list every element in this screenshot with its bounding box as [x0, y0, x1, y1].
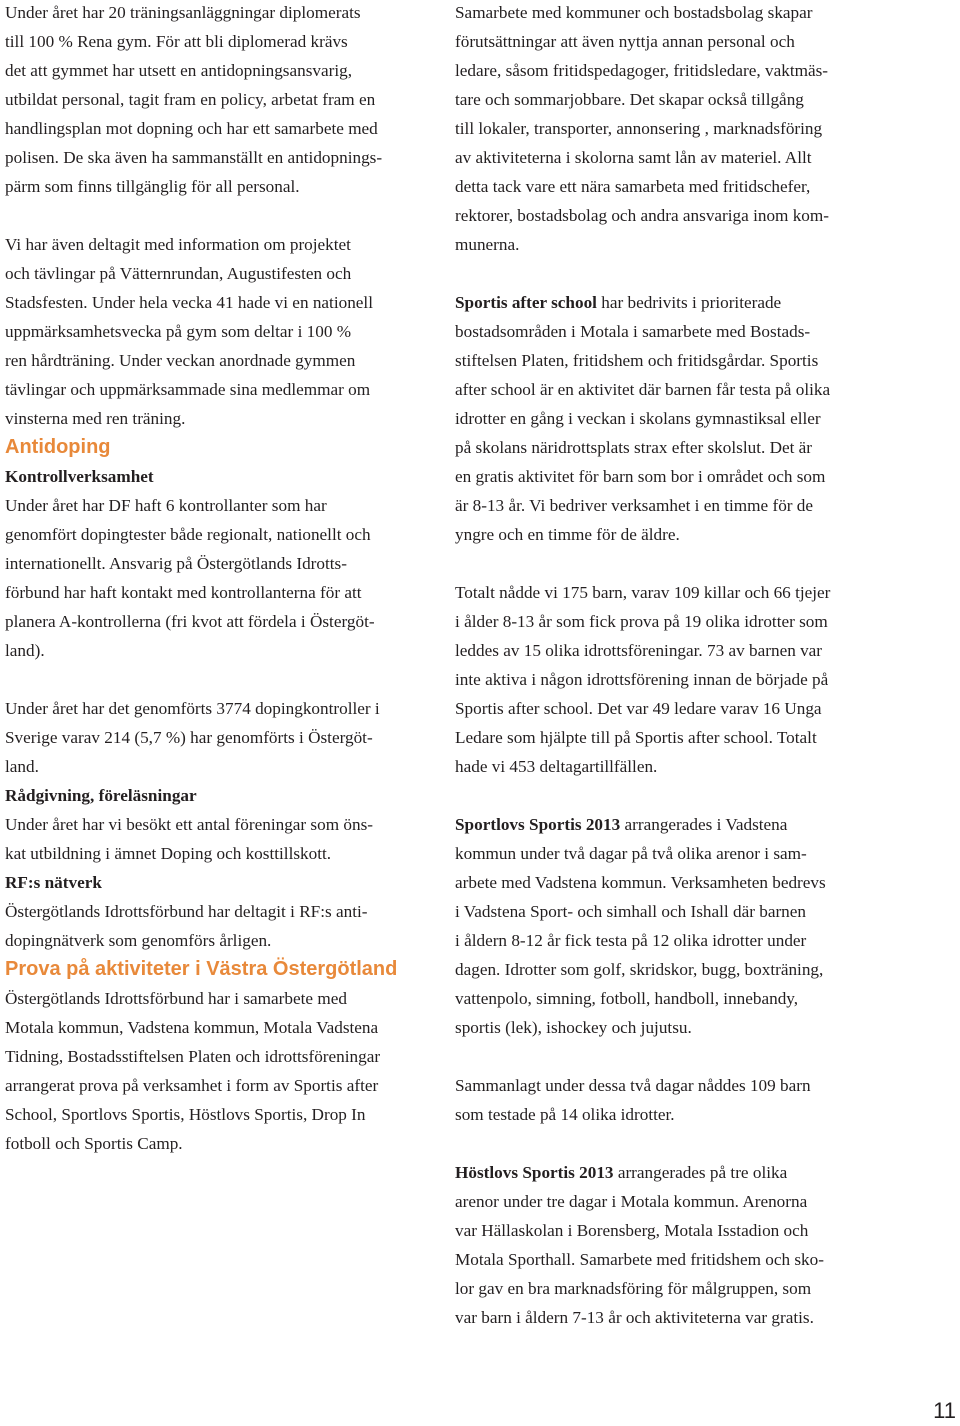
sportlovs-label: Sportlovs Sportis 2013: [455, 815, 621, 834]
sportis-after-school-text: har bedrivits i prioriterade bostadsområden i Motala i samarbete med Bostads- stiftelsen Platen, fritidshem och fritidsgårdar. Sportis after school är en aktivitet där barnen får testa på olika idrotter en gång i veckan i skolans gymnastiksal eller på skolans näridrottsplats strax efter skolslut. Det är en gratis aktivitet för barn som bor i området och som är 8-13 år. Vi bedriver verksamhet i en timme för de yngre och en timme för de äldre.: [455, 293, 831, 544]
rf-natverk-heading: RF:s nätverk: [5, 873, 102, 892]
left-column: [5, 0, 433, 1158]
hostlovs-text: arrangerades på tre olika arenor under tre dagar i Motala kommun. Arenorna var Hällaskolan i Borensberg, Motala Isstadion och Motala Sporthall. Samarbete med fritidshem och sko- lor gav en bra marknadsföring för målgruppen, som var barn i åldern 7-13 år och aktiviteterna var gratis.: [455, 1163, 824, 1327]
prova-pa-heading: Prova på aktiviteter i Västra Östergötland: [5, 958, 398, 980]
radgivning-heading: Rådgivning, föreläsningar: [5, 786, 197, 805]
antidoping-heading: Antidoping: [5, 436, 111, 458]
radgivning-paragraph: Under året har vi besökt ett antal föreningar som öns- kat utbildning i ämnet Doping och kosttillskott.: [5, 815, 373, 863]
samarbete-paragraph: Samarbete med kommuner och bostadsbolag skapar förutsättningar att även nyttja annan personal och ledare, såsom fritidspedagoger, fritidsledare, vaktmäs- tare och sommarjobbare. Det skapar också tillgång till lokaler, transporter, annonsering , marknadsföring av aktiviteterna i skolorna samt lån av materiel. Allt detta tack vare ett nära samarbeta med fritidschefer, rektorer, bostadsbolag och andra ansvariga inom kom- munerna.: [455, 3, 829, 254]
hostlovs-paragraph: [455, 1158, 895, 1332]
sportlovs-paragraph: [455, 810, 895, 1042]
information-paragraph: Vi har även deltagit med information om projektet och tävlingar på Vätternrundan, Augustifesten och Stadsfesten. Under hela vecka 41 hade vi en nationell uppmärksamhetsvecka på gym som deltar i 100 % ren hårdträning. Under veckan anordnade gymmen tävlingar och uppmärksammade sina medlemmar om vinsterna med ren träning.: [5, 235, 373, 428]
sammanlagt-paragraph: Sammanlagt under dessa två dagar nåddes 109 barn som testade på 14 olika idrotter.: [455, 1076, 811, 1124]
sportlovs-text: arrangerades i Vadstena kommun under två dagar på två olika arenor i sam- arbete med Vadstena kommun. Verksamheten bedrevs i Vadstena Sport- och simhall och Ishall där barnen i åldern 8-12 år fick testa på 12 olika idrotter under dagen. Idrotter som golf, skridskor, bugg, boxträning, vattenpolo, simning, fotboll, handboll, innebandy, sportis (lek), ishockey och jujutsu.: [455, 815, 826, 1037]
kontrollverksamhet-heading: Kontrollverksamhet: [5, 467, 154, 486]
dopingkontroller-paragraph: Under året har det genomförts 3774 dopingkontroller i Sverige varav 214 (5,7 %) har genomförts i Östergöt- land.: [5, 699, 380, 776]
right-column: [455, 0, 895, 1332]
rena-gym-paragraph: Under året har 20 träningsanläggningar diplomerats till 100 % Rena gym. För att bli diplomerad krävs det att gymmet har utsett en antidopningsansvarig, utbildat personal, tagit fram en policy, arbetat fram en handlingsplan mot dopning och har ett samarbete med polisen. De ska även ha sammanställt en antidopnings- pärm som finns tillgänglig för all personal.: [5, 3, 383, 196]
totalt-paragraph: Totalt nådde vi 175 barn, varav 109 killar och 66 tjejer i ålder 8-13 år som fick prova på 19 olika idrotter som leddes av 15 olika idrottsföreningar. 73 av barnen var inte aktiva i någon idrottsförening innan de började på Sportis after school. Det var 49 ledare varav 16 Unga Ledare som hjälpte till på Sportis after school. Totalt hade vi 453 deltagartillfällen.: [455, 583, 831, 776]
kontrollverksamhet-paragraph: Under året har DF haft 6 kontrollanter som har genomfört dopingtester både regionalt, nationellt och internationellt. Ansvarig på Östergötlands Idrotts- förbund har haft kontakt med kontrollanterna för att planera A-kontrollerna (fri kvot att fördela i Östergöt- land).: [5, 496, 375, 660]
hostlovs-label: Höstlovs Sportis 2013: [455, 1163, 614, 1182]
page-number: 11: [933, 1398, 956, 1423]
rf-natverk-paragraph: Östergötlands Idrottsförbund har deltagit i RF:s anti- dopingnätverk som genomförs årligen.: [5, 902, 368, 950]
sportis-after-school-paragraph: [455, 288, 895, 549]
sportis-after-school-label: Sportis after school: [455, 293, 597, 312]
prova-pa-paragraph: Östergötlands Idrottsförbund har i samarbete med Motala kommun, Vadstena kommun, Motala Vadstena Tidning, Bostadsstiftelsen Platen och idrottsföreningar arrangerat prova på verksamhet i form av Sportis after School, Sportlovs Sportis, Höstlovs Sportis, Drop In fotboll och Sportis Camp.: [5, 989, 381, 1153]
